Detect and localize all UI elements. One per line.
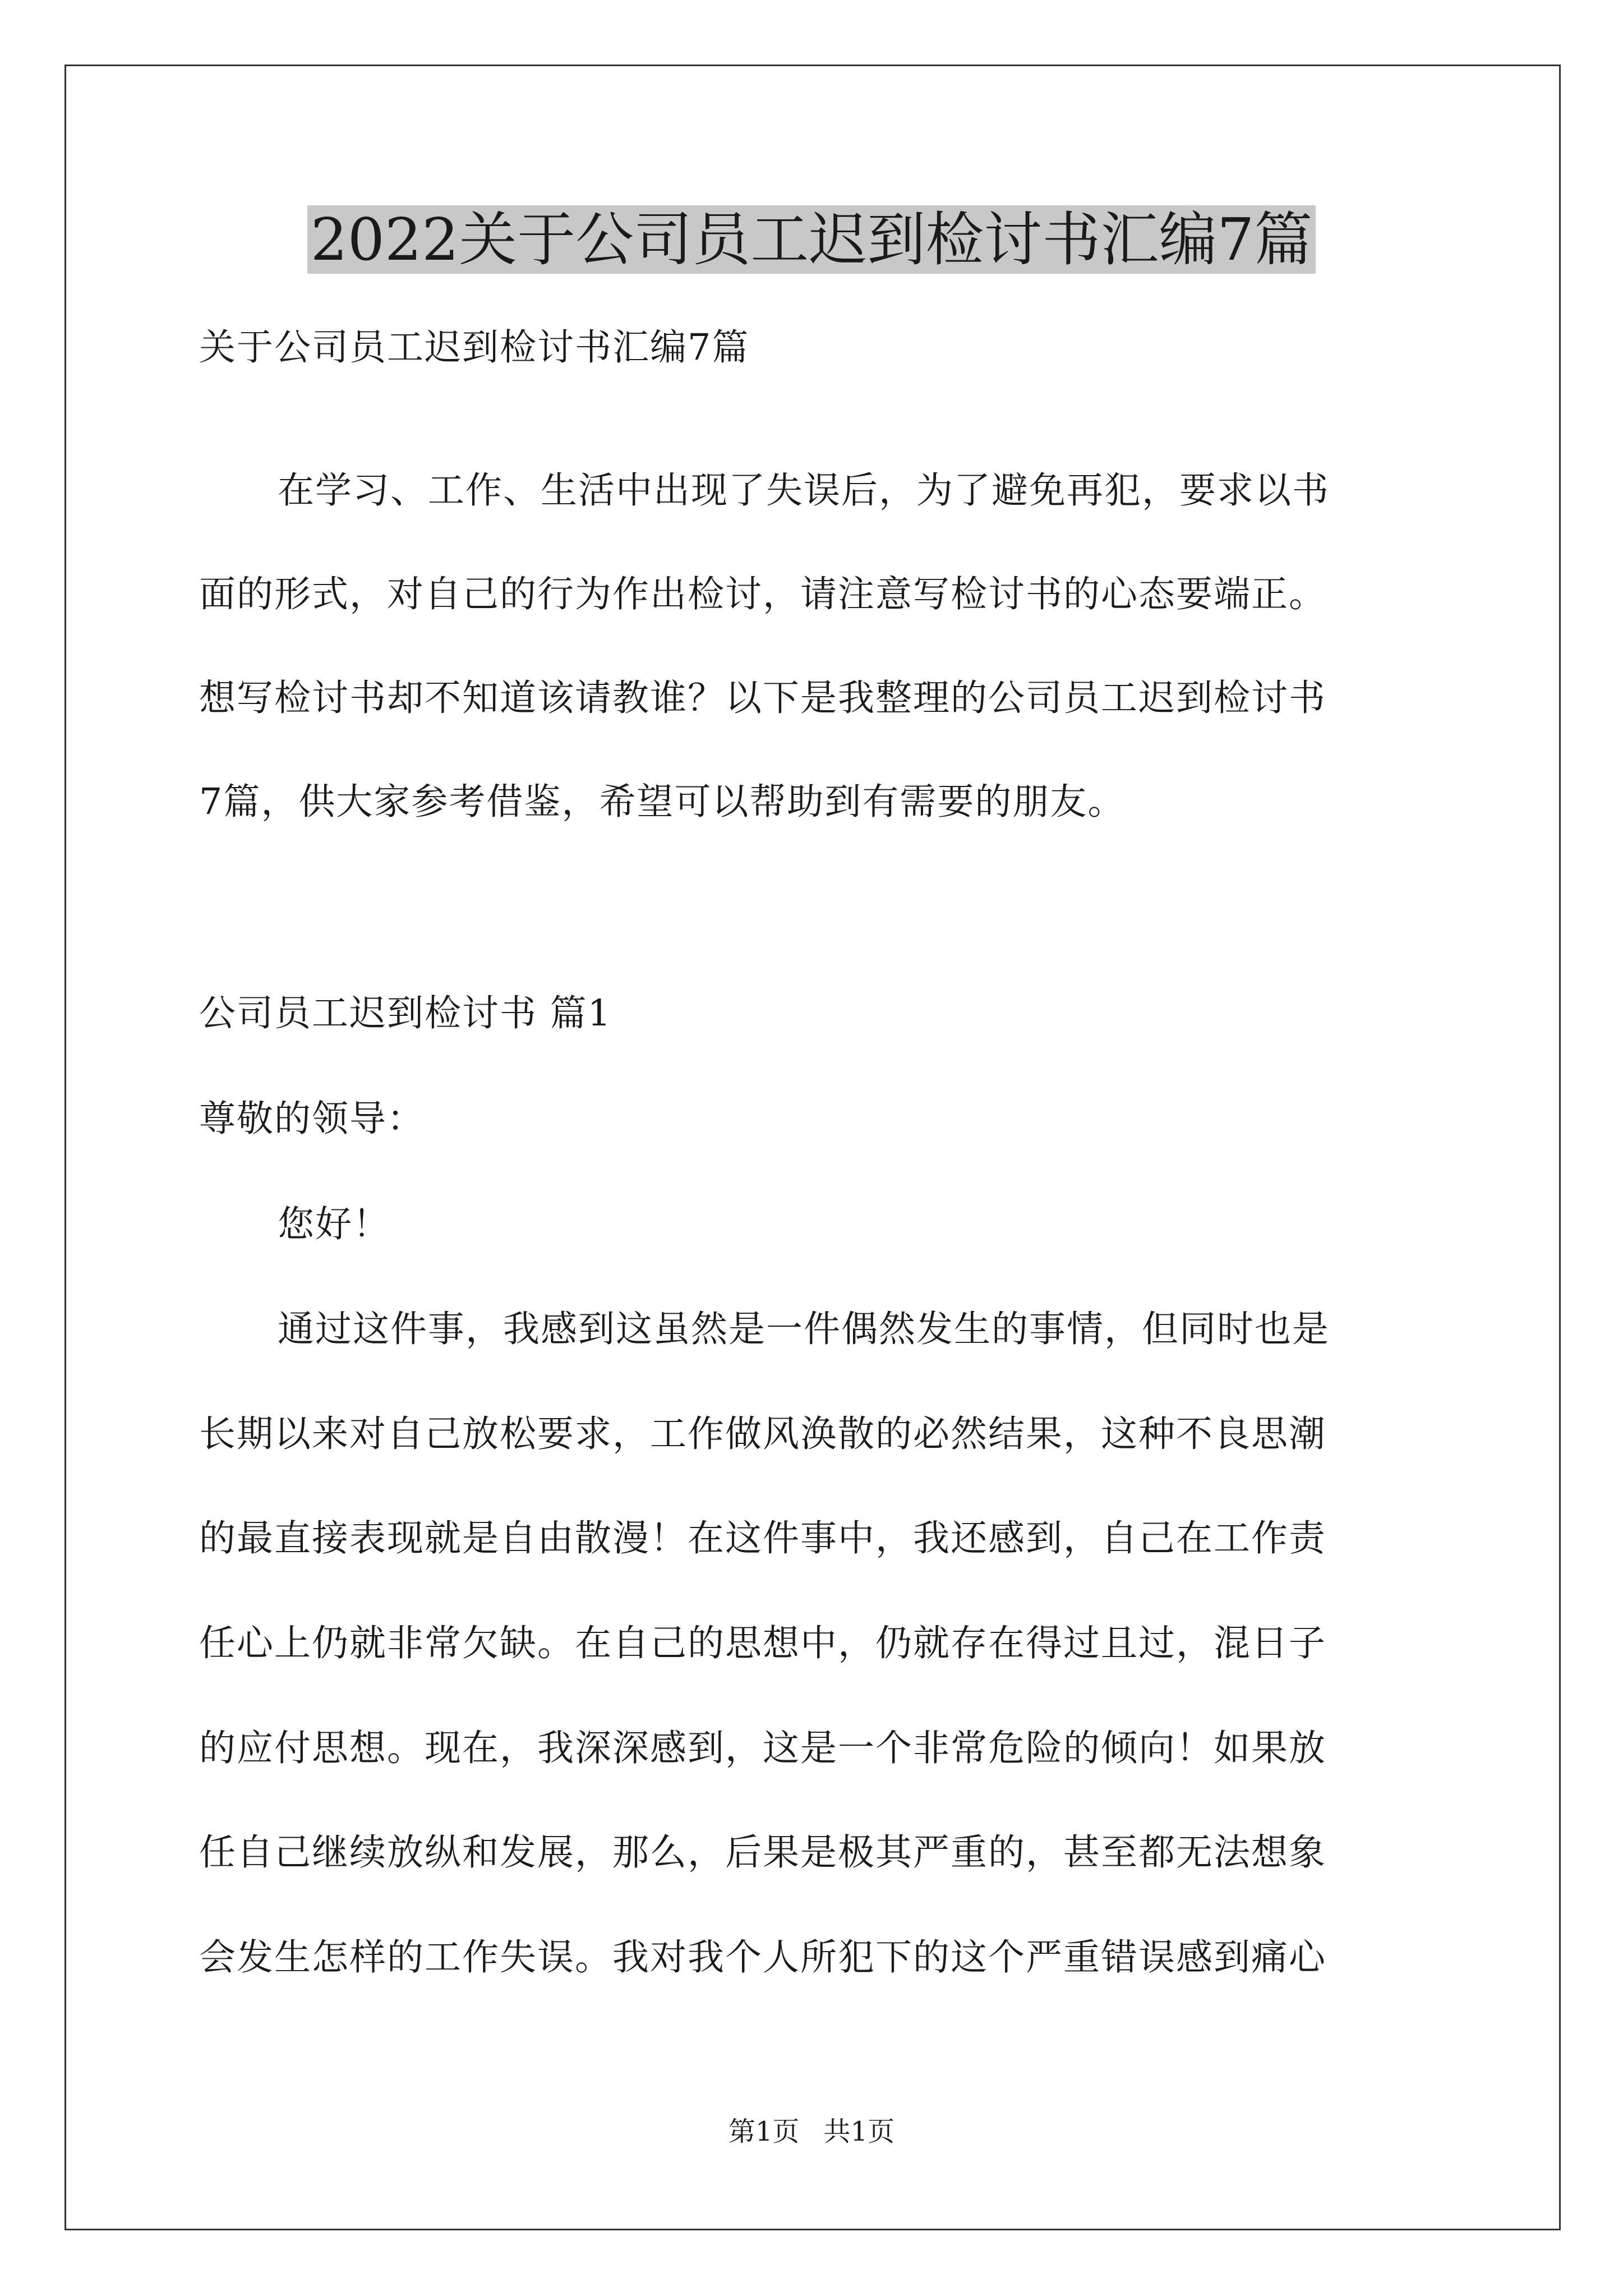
body-line-5: 的应付思想。现在，我深深感到，这是一个非常危险的倾向！如果放 (199, 1727, 1327, 1769)
page-total: 共1页 (823, 2116, 895, 2147)
document-title (0, 197, 1623, 282)
document-title-text: 2022关于公司员工迟到检讨书汇编7篇 (307, 205, 1316, 274)
body-line-7: 会发生怎样的工作失误。我对我个人所犯下的这个严重错误感到痛心 (199, 1936, 1327, 1978)
salutation: 尊敬的领导： (199, 1098, 425, 1140)
page-footer (0, 2115, 1623, 2148)
intro-line-1: 在学习、工作、生活中出现了失误后，为了避免再犯，要求以书 (278, 470, 1330, 512)
body-line-3: 的最直接表现就是自由散漫！在这件事中，我还感到，自己在工作责 (199, 1517, 1327, 1559)
body-line-6: 任自己继续放纵和发展，那么，后果是极其严重的，甚至都无法想象 (199, 1832, 1327, 1874)
page-number: 第1页 (728, 2116, 800, 2147)
page-border (64, 65, 1561, 2230)
intro-line-2: 面的形式，对自己的行为作出检讨，请注意写检讨书的心态要端正。 (199, 573, 1327, 615)
greeting: 您好！ (278, 1203, 391, 1245)
body-line-4: 任心上仍就非常欠缺。在自己的思想中，仍就存在得过且过，混日子 (199, 1622, 1327, 1664)
section-heading: 公司员工迟到检讨书 篇1 (199, 992, 612, 1034)
body-line-2: 长期以来对自己放松要求，工作做风涣散的必然结果，这种不良思潮 (199, 1413, 1327, 1455)
document-subtitle: 关于公司员工迟到检讨书汇编7篇 (199, 326, 750, 369)
body-line-1: 通过这件事，我感到这虽然是一件偶然发生的事情，但同时也是 (278, 1308, 1330, 1350)
intro-line-4: 7篇，供大家参考借鉴，希望可以帮助到有需要的朋友。 (199, 781, 1126, 823)
intro-line-3: 想写检讨书却不知道该请教谁？以下是我整理的公司员工迟到检讨书 (199, 677, 1327, 719)
